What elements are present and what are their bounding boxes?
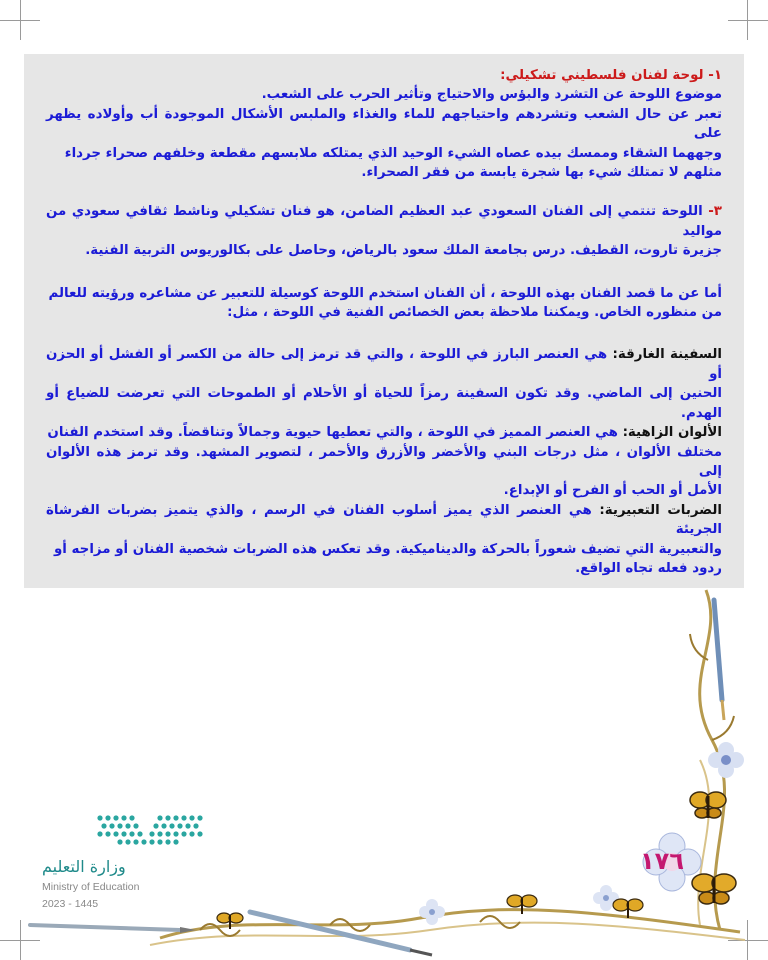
ministry-year: 2023 - 1445 <box>42 898 99 910</box>
ministry-name-arabic: وزارة التعليم <box>42 857 126 876</box>
feature-term: الضربات التعبيرية: <box>599 502 722 518</box>
section3-line: جزيرة تاروت، القطيف. درس بجامعة الملك سعود بالرياض، وحاصل على بكالوريوس التربية الفنية. <box>85 243 722 259</box>
feature-text: هي العنصر البارز في اللوحة ، والتي قد ترمز إلى حالة من الكسر أو الفشل أو الحزن أو <box>46 347 722 382</box>
feature-line: مختلف الألوان ، مثل درجات البني والأخضر والأزرق والأحمر ، لتصوير المشهد. وقد ترمز هذه الألوان إلى <box>46 444 722 479</box>
section1-heading: ١- لوحة لفنان فلسطيني تشكيلي: <box>500 68 722 83</box>
feature-term: السفينة الغارقة: <box>612 347 722 363</box>
ministry-name-english: Ministry of Education <box>42 881 140 893</box>
feature-line: ردود فعله تجاه الواقع. <box>575 560 722 576</box>
feature-text: هي العنصر المميز في اللوحة ، والتي تعطيها حيوية وجمالاً وتناقضاً. وقد استخدم الفنان <box>47 425 623 441</box>
section3-text: اللوحة تنتمي إلى الفنان السعودي عبد العظيم الضامن، هو فنان تشكيلي وناشط ثقافي سعودي من مواليد <box>46 204 722 239</box>
section1-line: موضوع اللوحة عن التشرد والبؤس والاحتياج وتأثير الحرب على الشعب. <box>261 87 722 103</box>
butterfly-icon <box>692 874 736 904</box>
intro-line: أما عن ما قصد الفنان بهذه اللوحة ، أن الفنان استخدم اللوحة كوسيلة للتعبير عن مشاعره ورؤيته للعالم <box>48 285 722 301</box>
feature-line: الحنين إلى الماضي. وقد تكون السفينة رمزاً للحياة أو الأحلام أو الطموحات التي تعرضت للضياع أو الهدم. <box>46 386 722 421</box>
ministry-logo-icon <box>97 815 202 844</box>
paintbrush-icon <box>714 600 724 720</box>
page-number: ١٧٦ <box>640 847 684 875</box>
section3-number: ٣- <box>708 204 722 220</box>
feature-term: الألوان الزاهية: <box>622 425 722 441</box>
intro-line: من منظوره الخاص. ويمكننا ملاحظة بعض الخصائص الفنية في اللوحة ، مثل: <box>227 305 722 321</box>
section1-line: تعبر عن حال الشعب وتشردهم واحتياجهم للماء والغذاء والملبس الأشكال الموجودة أب وأولاده يظهر على <box>46 106 722 142</box>
butterfly-icon <box>690 792 726 818</box>
paintbrush-icon <box>30 925 196 933</box>
flower-icon <box>419 899 445 925</box>
feature-text: هي العنصر الذي يميز أسلوب الفنان في الرسم ، والذي يتميز بضربات الفرشاة الجريئة <box>46 502 722 538</box>
section1-line: وجههما الشقاء وممسك بيده عصاه الشيء الوحيد الذي يمتلكه ملابسهم مقطعة وخلفهم صحراء جرداء <box>64 145 722 161</box>
flower-icon <box>708 742 744 778</box>
feature-line: الأمل أو الحب أو الفرح أو الإبداع. <box>503 483 722 499</box>
feature-line: والتعبيرية التي تضيف شعوراً بالحركة والديناميكية. وقد تعكس هذه الضربات شخصية الفنان أو مزاجه أو <box>53 541 722 557</box>
section1-line: مثلهم لا تمتلك شيء بها شجرة يابسة من فقر الصحراء. <box>361 165 722 181</box>
